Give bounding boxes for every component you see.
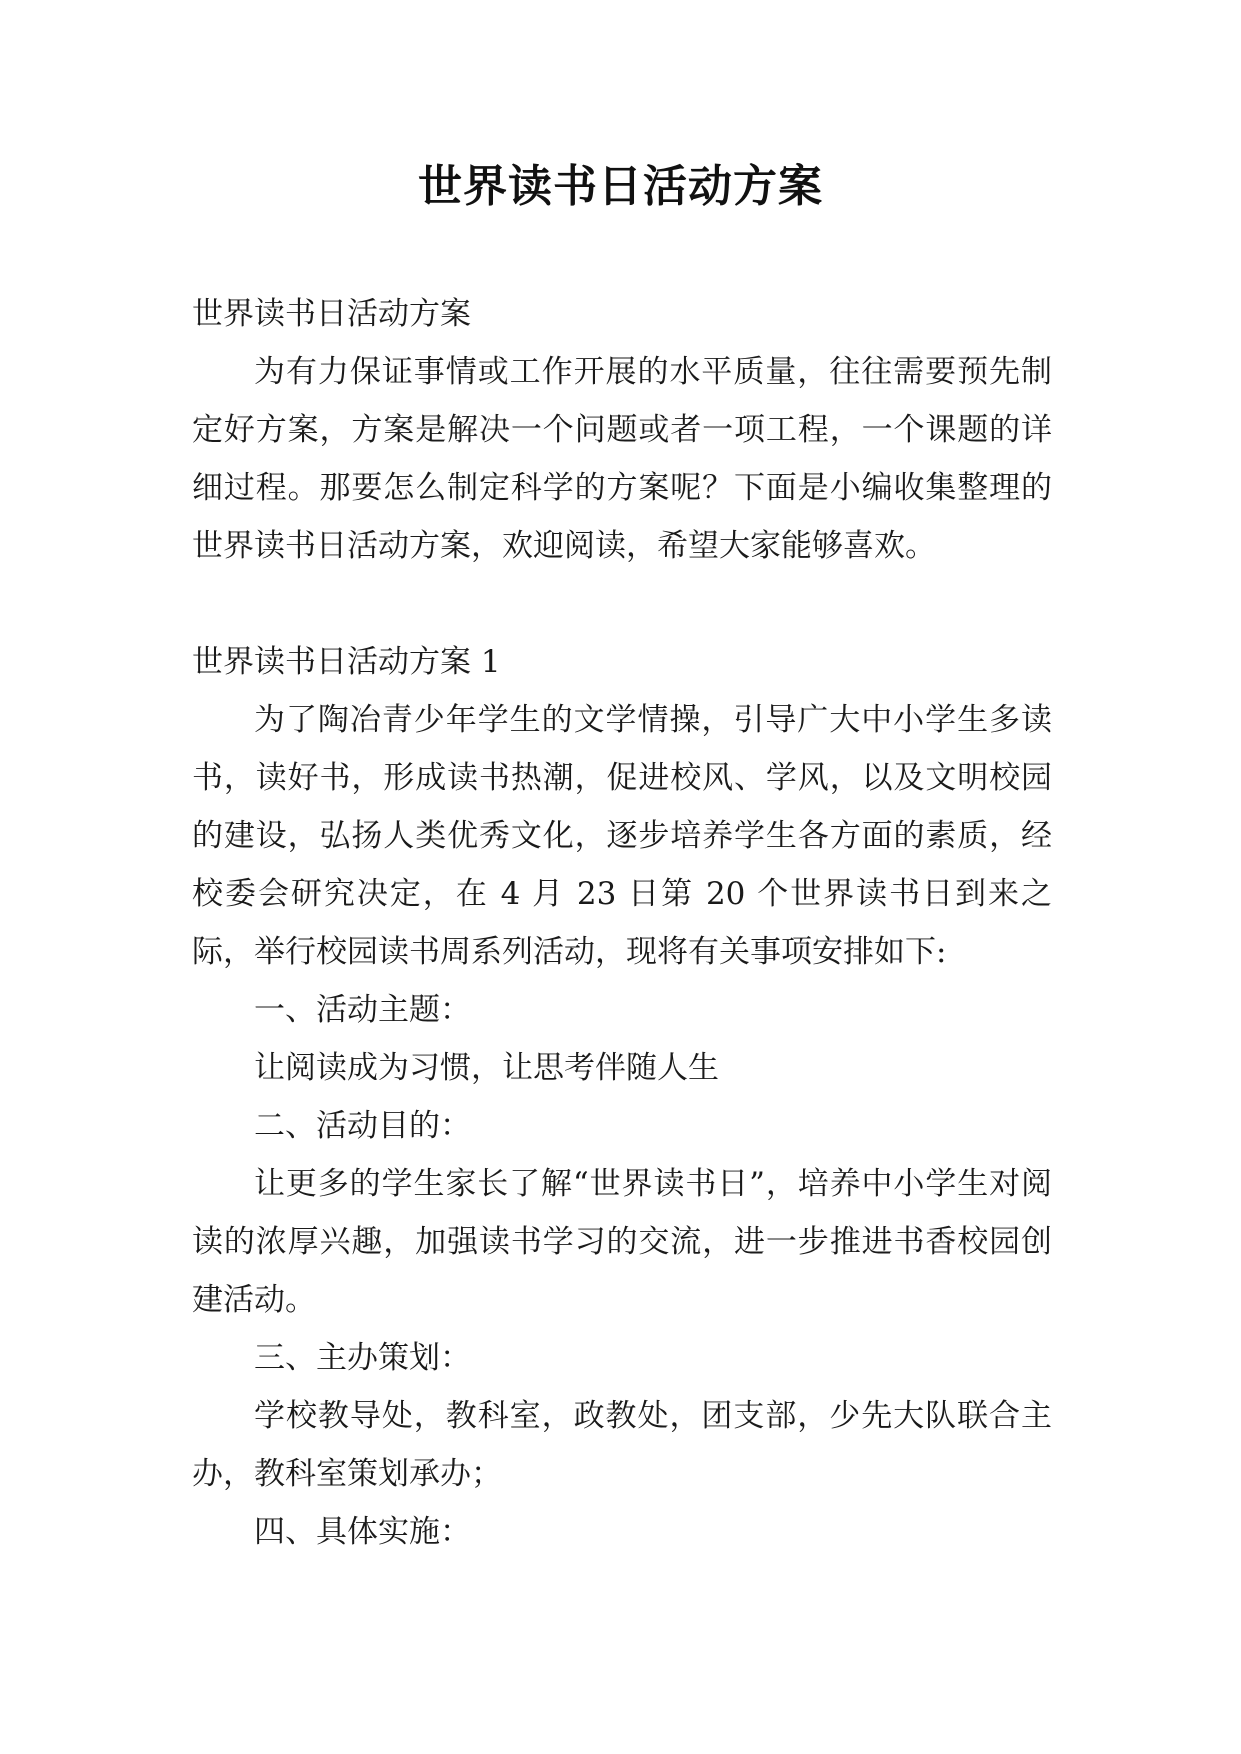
intro-paragraph: 为有力保证事情或工作开展的水平质量，往往需要预先制定好方案，方案是解决一个问题或者一项工程，一个课题的详细过程。那要怎么制定科学的方案呢？下面是小编收集整理的世界读书日活动方案，欢迎阅读，希望大家能够喜欢。: [192, 354, 1052, 564]
item2-text: 让更多的学生家长了解“世界读书日”，培养中小学生对阅读的浓厚兴趣，加强读书学习的交流，进一步推进书香校园创建活动。: [192, 1166, 1052, 1318]
document-title: 世界读书日活动方案: [418, 161, 823, 212]
item2-heading: 二、活动目的：: [254, 1108, 471, 1144]
item3-text: 学校教导处，教科室，政教处，团支部，少先大队联合主办，教科室策划承办；: [192, 1398, 1052, 1492]
item1-text: 让阅读成为习惯，让思考伴随人生: [254, 1050, 719, 1086]
intro-heading: 世界读书日活动方案: [192, 296, 471, 332]
item4-heading: 四、具体实施：: [254, 1514, 471, 1550]
section-spacer: [192, 575, 1052, 633]
item3-heading: 三、主办策划：: [254, 1340, 471, 1376]
section1-paragraph: 为了陶冶青少年学生的文学情操，引导广大中小学生多读书，读好书，形成读书热潮，促进校风、学风，以及文明校园的建设，弘扬人类优秀文化，逐步培养学生各方面的素质，经校委会研究决定，在 4 月 23 日第 20 个世界读书日到来之际，举行校园读书周系列活动，现将有关事项安排如下:: [192, 702, 1052, 970]
item1-heading: 一、活动主题：: [254, 992, 471, 1028]
document-body: [192, 285, 1052, 1561]
section1-heading: 世界读书日活动方案 1: [192, 644, 501, 680]
